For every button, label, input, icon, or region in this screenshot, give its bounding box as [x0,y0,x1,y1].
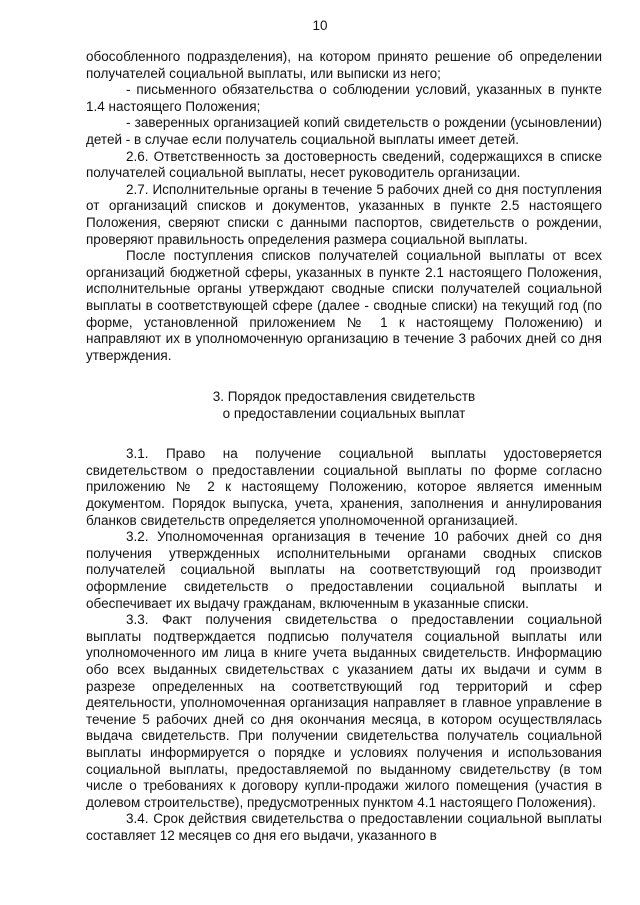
paragraph-3-4: 3.4. Срок действия свидетельства о предоставлении социальной выплаты составляет 12 месяцев со дня его выдачи, указанного в [86,811,602,843]
paragraph-after-lists: После поступления списков получателей социальной выплаты от всех организаций бюджетной сферы, указанных в пункте 2.1 настоящего Положения, исполнительные органы утверждают сводные списки получателей социальной выплаты в соответствующей сфере (далее - сводные списки) на текущий год (по форме, установленной приложением № 1 к настоящему Положению) и направляют их в уполномоченную организацию в течение 3 рабочих дней со дня утверждения. [86,248,602,363]
page-number: 10 [312,18,328,33]
section-3-heading-line-1: 3. Порядок предоставления свидетельств [212,389,476,405]
list-item-obligation: - письменного обязательства о соблюдении условий, указанных в пункте 1.4 настоящего Положения; [86,82,602,114]
paragraph-2-7: 2.7. Исполнительные органы в течение 5 рабочих дней со дня поступления от организаций списков и документов, указанных в пункте 2.5 настоящего Положения, сверяют списки с данными паспортов, свидетельств о рождении, проверяют правильность определения размера социальной выплаты. [86,181,602,247]
paragraph-3-1: 3.1. Право на получение социальной выплаты удостоверяется свидетельством о предоставлении социальной выплаты по форме согласно приложению № 2 к настоящему Положению, которое является именным документом. Порядок выпуска, учета, хранения, заполнения и аннулирования бланков свидетельств определяется уполномоченной организацией. [86,446,602,528]
section-3-heading-line-2: о предоставлении социальных выплат [222,406,466,422]
paragraph-3-2: 3.2. Уполномоченная организация в течение 10 рабочих дней со дня получения утвержденных исполнительными органами сводных списков получателей социальной выплаты на соответствующий год производит оформление свидетельств о предоставлении социальной выплаты и обеспечивает их выдачу гражданам, включенным в указанные списки. [86,529,602,611]
document-body [86,49,602,845]
paragraph-2-6: 2.6. Ответственность за достоверность сведений, содержащихся в списке получателей социальной выплаты, несет руководитель организации. [86,148,602,181]
list-item-certificates: - заверенных организацией копий свидетельств о рождении (усыновлении) детей - в случае если получатель социальной выплаты имеет детей. [86,115,602,147]
paragraph-3-3: 3.3. Факт получения свидетельства о предоставлении социальной выплаты подтверждается подписью получателя социальной выплаты или уполномоченного им лица в книге учета выданных свидетельств. Информацию обо всех выданных свидетельствах с указанием даты их выдачи и сумм в разрезе определенных на соответствующий год территорий и сфер деятельности, уполномоченная организация направляет в главное управление в течение 5 рабочих дней со дня окончания месяца, в котором осуществлялась выдача свидетельств. При получении свидетельства получатель социальной выплаты информируется о порядке и условиях получения и использования социальной выплаты, предоставляемой по выданному свидетельству (в том числе о требованиях к договору купли-продажи жилого помещения (участия в долевом строительстве), предусмотренных пунктом 4.1 настоящего Положения). [86,612,602,810]
paragraph-intro: обособленного подразделения), на котором принято решение об определении получателей социальной выплаты, или выписки из него; [86,49,602,81]
